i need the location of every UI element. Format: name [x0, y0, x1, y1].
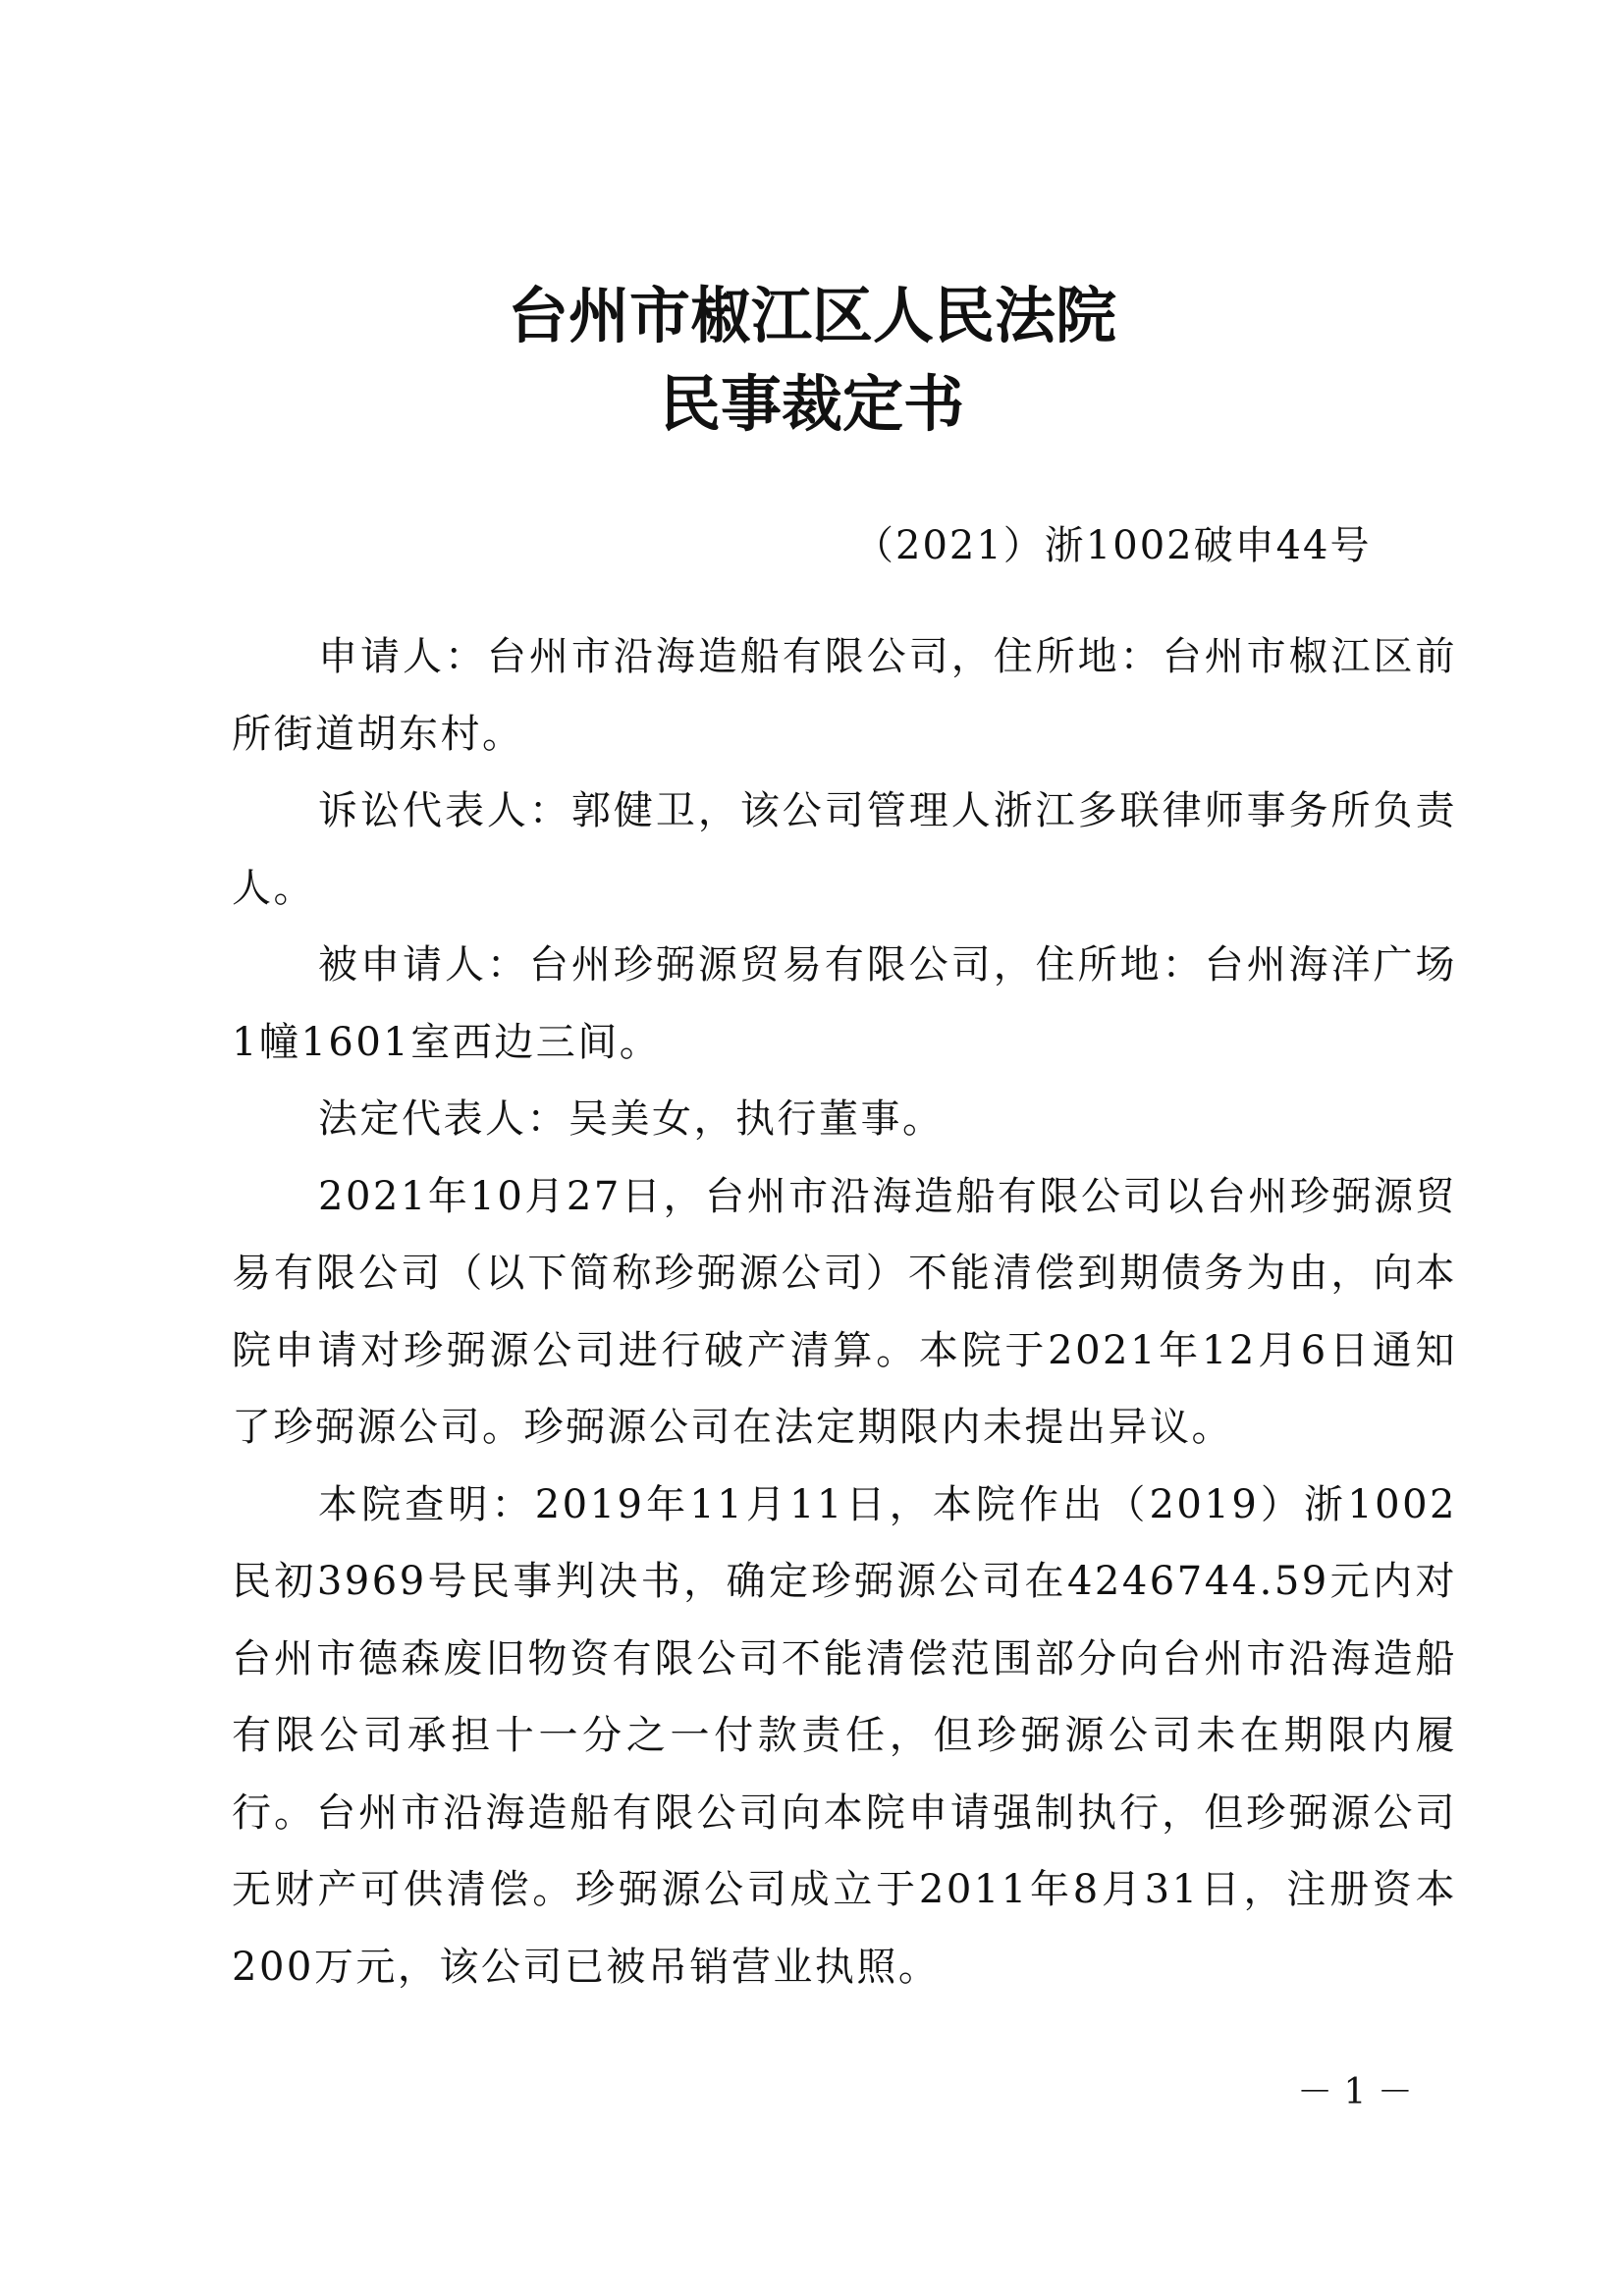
applicant-paragraph: 申请人：台州市沿海造船有限公司，住所地：台州市椒江区前所街道胡东村。 — [232, 634, 1457, 757]
document-body — [232, 618, 1457, 2005]
page-number: － 1 － — [1297, 2072, 1413, 2112]
application-facts-paragraph: 2021年10月27日，台州市沿海造船有限公司以台州珍弼源贸易有限公司（以下简称珍弼源公司）不能清偿到期债务为由，向本院申请对珍弼源公司进行破产清算。本院于2021年12月6日通知了珍弼源公司。珍弼源公司在法定期限内未提出异议。 — [232, 1173, 1457, 1450]
case-number: （2021）浙1002破申44号 — [854, 523, 1372, 568]
document-type-title: 民事裁定书 — [659, 368, 964, 440]
respondent-paragraph: 被申请人：台州珍弼源贸易有限公司，住所地：台州海洋广场1幢1601室西边三间。 — [232, 942, 1457, 1065]
litigation-representative-paragraph: 诉讼代表人：郭健卫，该公司管理人浙江多联律师事务所负责人。 — [232, 788, 1457, 911]
court-name: 台州市椒江区人民法院 — [507, 280, 1116, 351]
court-findings-paragraph: 本院查明：2019年11月11日，本院作出（2019）浙1002民初3969号民事判决书，确定珍弼源公司在4246744.59元内对台州市德森废旧物资有限公司不能清偿范围部分向台州市沿海造船有限公司承担十一分之一付款责任，但珍弼源公司未在期限内履行。台州市沿海造船有限公司向本院申请强制执行，但珍弼源公司无财产可供清偿。珍弼源公司成立于2011年8月31日，注册资本200万元，该公司已被吊销营业执照。 — [232, 1481, 1457, 1990]
legal-representative-paragraph: 法定代表人：吴美女，执行董事。 — [318, 1096, 945, 1142]
